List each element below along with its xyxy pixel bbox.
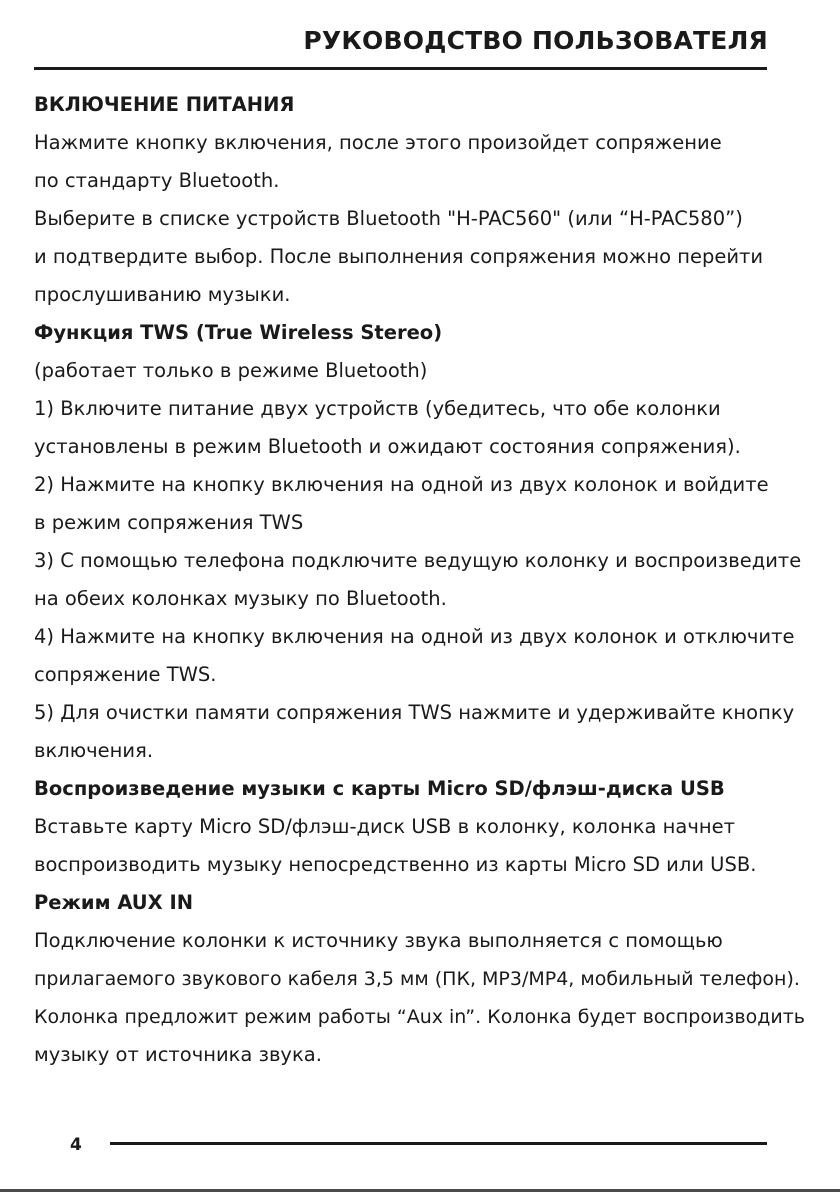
paragraph-line: 3) С помощью телефона подключите ведущую колонку и воспроизведите: [34, 549, 802, 572]
paragraph-line: по стандарту Bluetooth.: [34, 169, 280, 192]
paragraph-line: воспроизводить музыку непосредственно из карты Micro SD или USB.: [34, 853, 757, 876]
paragraph-line: прилагаемого звукового кабеля 3,5 мм (ПК, MP3/MP4, мобильный телефон).: [34, 968, 800, 990]
paragraph-line: установлены в режим Bluetooth и ожидают состояния сопряжения).: [34, 435, 741, 458]
section-heading-sd-usb: Воспроизведение музыки с карты Micro SD/флэш-диска USB: [34, 777, 725, 800]
paragraph-line: 2) Нажмите на кнопку включения на одной из двух колонок и войдите: [34, 473, 769, 496]
paragraph-line: (работает только в режиме Bluetooth): [34, 359, 428, 382]
paragraph-line: включения.: [34, 739, 154, 762]
paragraph-line: 5) Для очистки памяти сопряжения TWS нажмите и удерживайте кнопку: [34, 701, 795, 724]
paragraph-line: Нажмите кнопку включения, после этого произойдет сопряжение: [34, 131, 722, 154]
section-heading-tws: Функция TWS (True Wireless Stereo): [34, 321, 443, 344]
paragraph-line: в режим сопряжения TWS: [34, 511, 304, 534]
paragraph-line: музыку от источника звука.: [34, 1043, 322, 1066]
paragraph-line: 4) Нажмите на кнопку включения на одной из двух колонок и отключите: [34, 625, 795, 648]
paragraph-line: Подключение колонки к источнику звука выполняется с помощью: [34, 929, 723, 952]
page-header-title: РУКОВОДСТВО ПОЛЬЗОВАТЕЛЯ: [303, 26, 768, 55]
paragraph-line: прослушиванию музыки.: [34, 283, 291, 306]
paragraph-line: Вставьте карту Micro SD/флэш-диск USB в колонку, колонка начнет: [34, 815, 735, 838]
paragraph-line: 1) Включите питание двух устройств (убедитесь, что обе колонки: [34, 397, 721, 420]
header-divider: [34, 67, 767, 70]
page-number: 4: [70, 1135, 82, 1155]
section-heading-aux: Режим AUX IN: [34, 891, 194, 914]
paragraph-line: сопряжение TWS.: [34, 663, 217, 686]
paragraph-line: Колонка предложит режим работы “Aux in”. Колонка будет воспроизводить: [34, 1006, 805, 1028]
footer-divider: [110, 1142, 767, 1145]
section-heading-power-on: ВКЛЮЧЕНИЕ ПИТАНИЯ: [34, 93, 295, 116]
paragraph-line: и подтвердите выбор. После выполнения сопряжения можно перейти: [34, 245, 764, 268]
paragraph-line: на обеих колонках музыку по Bluetooth.: [34, 587, 447, 610]
paragraph-line: Выберите в списке устройств Bluetooth "H-PAC560" (или “H-PAC580”): [34, 207, 743, 230]
